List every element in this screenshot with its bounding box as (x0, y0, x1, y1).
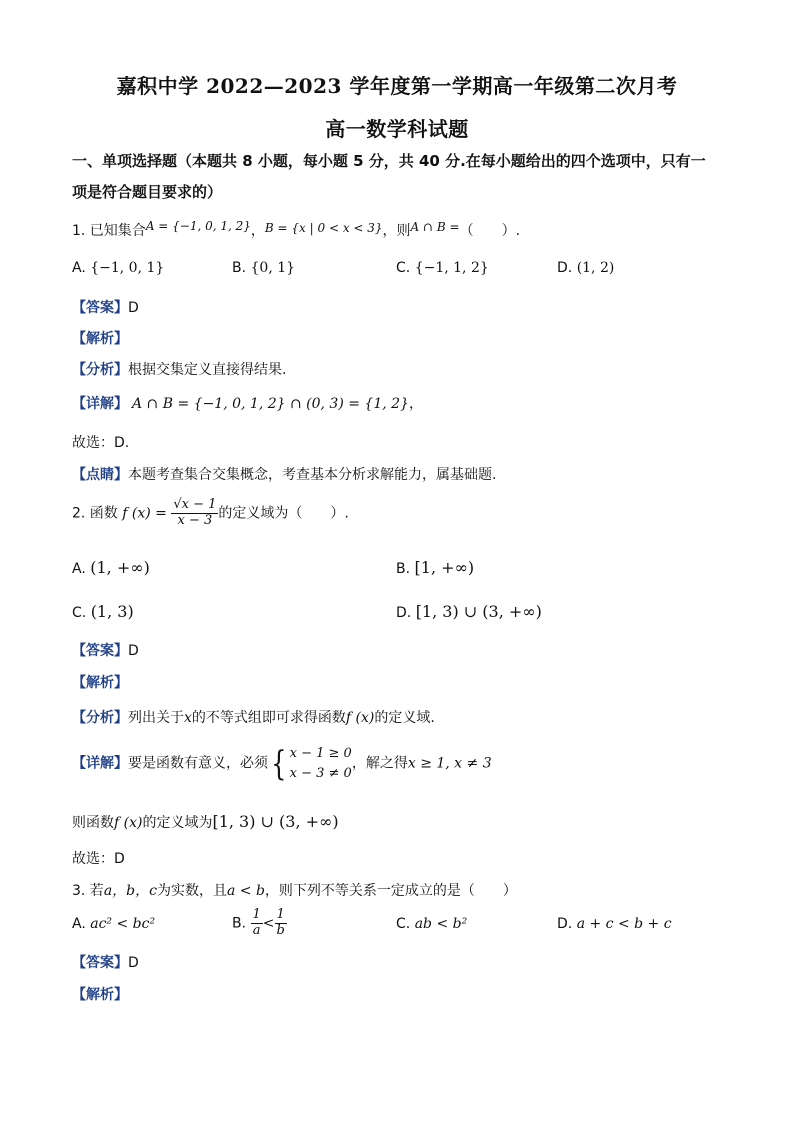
q3-option-a-value: ac² < bc² (90, 916, 156, 932)
q3-stem-mid: 为实数，且 (156, 883, 227, 899)
q2-option-d-label: D. (396, 605, 412, 621)
exam-title: 嘉积中学 2022—2023 学年度第一学期高一年级第二次月考 (116, 74, 678, 98)
q3-vars: a，b，c (103, 883, 157, 899)
q3-option-c-label: C. (396, 916, 411, 932)
q2-option-b-value: [1, +∞) (414, 558, 475, 577)
q2-func: f (x) = (122, 505, 167, 522)
q3-stem (72, 880, 517, 900)
q1-option-b (232, 260, 295, 276)
q3-answer-value: D (128, 955, 139, 971)
q2-fenxi-var: x (184, 710, 192, 726)
q3-option-b-den-right: b (276, 922, 285, 938)
q2-brace: { (271, 743, 287, 784)
q1-option-a (72, 260, 164, 276)
section-heading-line2: 项是符合题目要求的） (72, 183, 223, 201)
q1-dianjing-tag: 【点睛】 (72, 467, 128, 483)
q2-xiangjie (72, 744, 492, 783)
q2-option-c (72, 602, 134, 621)
q1-option-b-value: {0, 1} (250, 260, 296, 276)
q1-set-b: B = {x | 0 < x < 3} (264, 221, 383, 235)
q1-option-b-label: B. (232, 260, 247, 276)
q3-option-c (396, 916, 467, 932)
q1-option-c-label: C. (396, 260, 411, 276)
q1-option-a-label: A. (72, 260, 86, 276)
q1-expr: A ∩ B = (410, 220, 460, 234)
q1-set-a: A = {−1, 0, 1, 2} (145, 219, 251, 233)
q2-fenxi (72, 707, 435, 727)
q2-option-a-label: A. (72, 561, 86, 577)
q2-answer-value: D (128, 643, 139, 659)
q2-fenxi-func: f (x) (345, 710, 375, 726)
q1-xiangjie-tag: 【详解】 (72, 396, 128, 412)
q1-stem (72, 220, 520, 240)
q1-option-c (396, 260, 489, 276)
q1-dianjing (72, 464, 496, 484)
q2-domain-prefix: 则函数 (72, 815, 114, 831)
q1-answer-tag: 【答案】 (72, 300, 128, 316)
q2-jiexi-tag: 【解析】 (72, 675, 128, 691)
q2-domain-mid: 的定义域为 (142, 815, 213, 831)
exam-subtitle: 高一数学科试题 (325, 117, 469, 141)
q1-answer-value: D (128, 300, 139, 316)
q3-answer-tag: 【答案】 (72, 955, 128, 971)
q2-option-c-label: C. (72, 605, 87, 621)
q1-option-d-label: D. (557, 260, 573, 276)
q1-guxuan: 故选：D. (72, 435, 130, 451)
q1-answer (72, 297, 139, 317)
q1-stem-suffix: （ ）. (459, 223, 521, 239)
q1-fenxi-tag: 【分析】 (72, 362, 128, 378)
q2-system (290, 744, 352, 783)
q2-fraction (171, 498, 218, 529)
q3-option-b-frac-right (275, 908, 287, 939)
q2-guxuan: 故选：D (72, 851, 125, 867)
q2-option-d-value: [1, 3) ∪ (3, +∞) (415, 602, 542, 621)
q3-jiexi (72, 984, 128, 1004)
q3-option-b-label: B. (232, 915, 247, 932)
q2-fenxi-suffix: 的定义域. (374, 710, 435, 726)
q3-stem-suffix: ，则下列不等关系一定成立的是（ ） (264, 883, 517, 899)
q2-xiangjie-tag: 【详解】 (72, 755, 128, 772)
q2-fenxi-prefix: 列出关于 (128, 710, 184, 726)
q3-option-d-label: D. (557, 916, 573, 932)
q1-xiangjie-suffix: ， (408, 396, 423, 412)
q3-stem-prefix: 3. 若 (72, 883, 104, 899)
q1-option-d (557, 260, 614, 276)
q1-jiexi (72, 328, 128, 348)
q3-option-b-op: < (262, 915, 275, 932)
q2-option-b (396, 558, 474, 577)
q3-option-c-value: ab < b² (414, 916, 468, 932)
q3-option-b-frac-left (251, 908, 263, 939)
q2-fraction-den: x − 3 (177, 512, 213, 528)
q2-stem-suffix: 的定义域为（ ）. (218, 505, 349, 522)
q3-option-a-label: A. (72, 916, 86, 932)
q2-fenxi-mid: 的不等式组即可求得函数 (191, 710, 346, 726)
q2-answer (72, 640, 139, 660)
q2-domain-func: f (x) (114, 815, 143, 831)
q1-stem-mid: ，则 (382, 223, 411, 239)
q3-option-b (232, 908, 287, 939)
q2-xiangjie-prefix: 要是函数有意义，必须 (128, 755, 268, 772)
section-heading-line1: 一、单项选择题（本题共 8 小题，每小题 5 分，共 40 分.在每小题给出的四个选项中，只有一 (72, 152, 706, 170)
q1-xiangjie-expr: A ∩ B = {−1, 0, 1, 2} ∩ (0, 3) = {1, 2} (132, 396, 409, 412)
q2-option-a (72, 558, 150, 577)
q3-cond: a < b (226, 883, 265, 899)
q3-option-b-den-left: a (252, 922, 261, 938)
q2-domain-line (72, 812, 339, 832)
q1-fenxi-text: 根据交集定义直接得结果. (128, 362, 287, 378)
q2-fraction-num: √x − 1 (173, 497, 217, 512)
q1-sep: ， (250, 223, 265, 239)
q2-stem-prefix: 2. 函数 (72, 505, 118, 522)
q1-xiangjie (72, 393, 423, 413)
q2-xiangjie-result: x ≥ 1, x ≠ 3 (407, 755, 492, 772)
q2-jiexi (72, 672, 128, 692)
q2-option-a-value: (1, +∞) (90, 558, 150, 577)
q2-option-d (396, 602, 542, 621)
q2-fenxi-tag: 【分析】 (72, 710, 128, 726)
q2-system-line2: x − 3 ≠ 0 (289, 765, 352, 781)
q1-stem-prefix: 1. 已知集合 (72, 223, 146, 239)
q3-option-b-num-left: 1 (252, 907, 261, 922)
q1-dianjing-text: 本题考查集合交集概念，考查基本分析求解能力，属基础题. (128, 467, 497, 483)
q2-answer-tag: 【答案】 (72, 643, 128, 659)
q3-option-d (557, 916, 672, 932)
q3-answer (72, 952, 139, 972)
q2-xiangjie-mid: ，解之得 (351, 755, 408, 772)
q1-fenxi (72, 359, 286, 379)
q2-stem (72, 498, 349, 529)
q2-system-line1: x − 1 ≥ 0 (289, 746, 352, 761)
q1-option-d-value: (1, 2) (576, 260, 615, 276)
q1-option-c-value: {−1, 1, 2} (414, 260, 489, 276)
q2-option-b-label: B. (396, 561, 411, 577)
q1-option-a-value: {−1, 0, 1} (90, 260, 165, 276)
q2-domain-result: [1, 3) ∪ (3, +∞) (212, 812, 339, 831)
q2-option-c-value: (1, 3) (90, 602, 134, 621)
q3-option-a (72, 916, 155, 932)
q3-option-b-num-right: 1 (275, 908, 287, 924)
q3-jiexi-tag: 【解析】 (72, 987, 128, 1003)
q1-jiexi-tag: 【解析】 (72, 331, 128, 347)
q3-option-d-value: a + c < b + c (576, 916, 672, 932)
